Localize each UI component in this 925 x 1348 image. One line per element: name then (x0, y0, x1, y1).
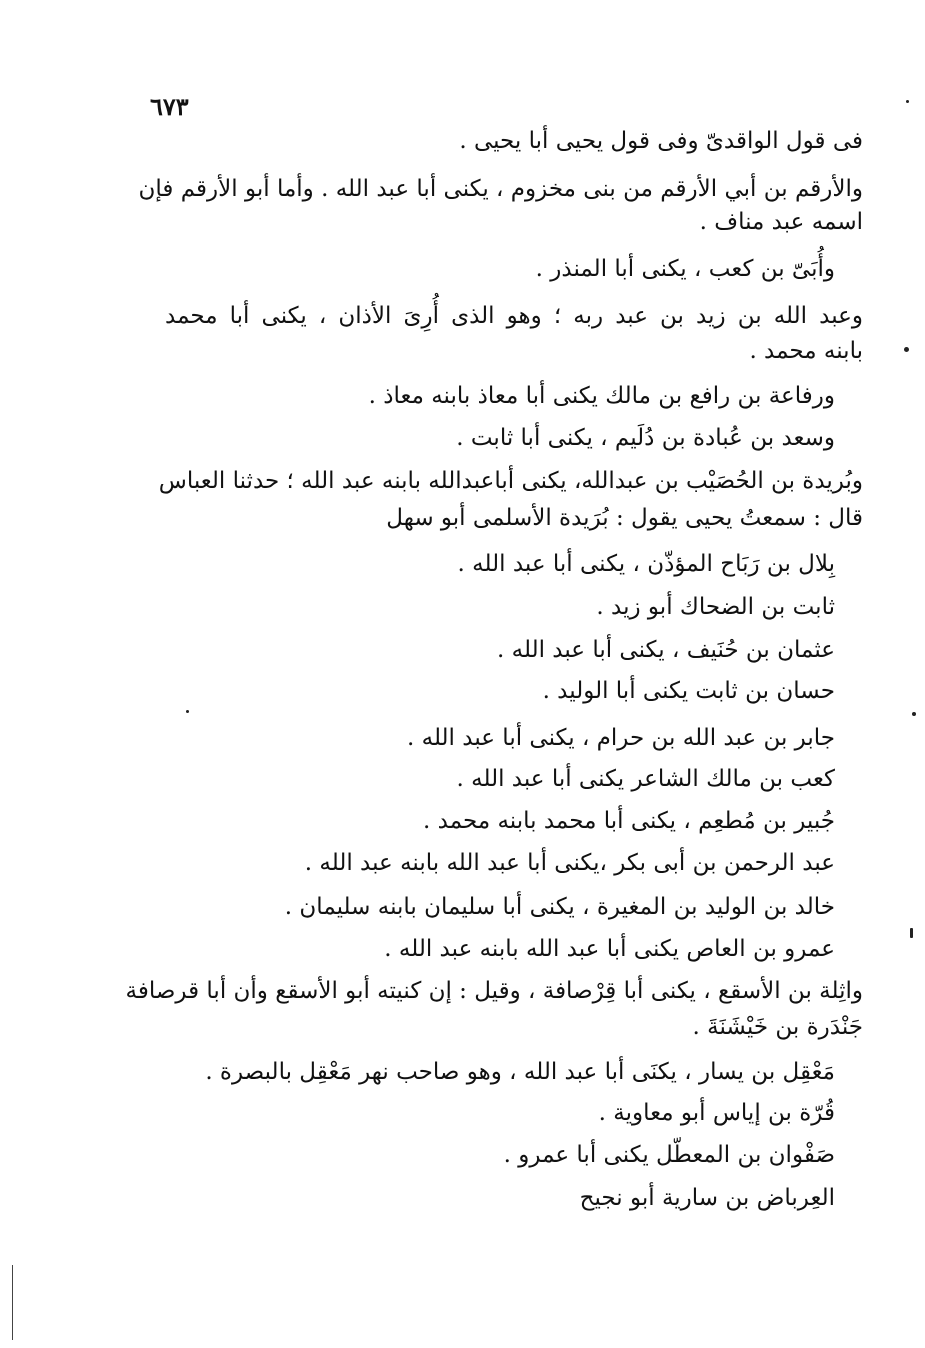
text-line: صَفْوان بن المعطّل يكنى أبا عمرو . (503, 1142, 835, 1168)
text-line: بِلال بن رَبَاح المؤذّن ، يكنى أبا عبد الله . (457, 551, 835, 577)
page-number: ٦٧٣ (150, 92, 189, 121)
text-line: خالد بن الوليد بن المغيرة ، يكنى أبا سليمان بابنه سليمان . (284, 894, 835, 920)
text-line: العِرباض بن سارية أبو نجيح (579, 1185, 835, 1211)
text-line: فى قول الواقدىّ وفى قول يحيى أبا يحيى . (459, 128, 863, 154)
text-line: وأُبَىّ بن كعب ، يكنى أبا المنذر . (535, 256, 835, 282)
text-line: جُبير بن مُطعِم ، يكنى أبا محمد بابنه محمد . (423, 808, 835, 834)
text-line: مَعْقِل بن يسار ، يكنَى أبا عبد الله ، وهو صاحب نهر مَعْقِل بالبصرة . (205, 1059, 835, 1085)
text-line: جابر بن عبد الله بن حرام ، يكنى أبا عبد الله . (406, 725, 835, 751)
text-line: عثمان بن حُنَيف ، يكنى أبا عبد الله . (497, 637, 835, 663)
text-line: ثابت بن الضحاك أبو زيد . (596, 594, 835, 620)
text-line: جَنْدَرة بن خَيْشَنَةَ . (692, 1014, 863, 1040)
page-edge-line (12, 1265, 13, 1340)
text-line: واثِلة بن الأسقع ، يكنى أبا قِرْصافة ، وقيل : إن كنيته أبو الأسقع وأن أبا قرصافة (125, 978, 863, 1004)
text-line: اسمه عبد مناف . (699, 209, 863, 235)
text-line: حسان بن ثابت يكنى أبا الوليد . (542, 678, 835, 704)
margin-mark (186, 710, 189, 713)
text-line: والأرقم بن أبي الأرقم من بنى مخزوم ، يكنى أبا عبد الله . وأما أبو الأرقم فإن (138, 176, 863, 202)
margin-mark (904, 347, 909, 352)
text-line: عبد الرحمن بن أبى بكر ،يكنى أبا عبد الله بابنه عبد الله . (304, 850, 835, 876)
text-line: قُرّة بن إياس أبو معاوية . (598, 1100, 835, 1126)
margin-mark (912, 712, 916, 716)
margin-mark (910, 928, 913, 938)
text-line: وسعد بن عُبادة بن دُلَيم ، يكنى أبا ثابت . (456, 425, 835, 451)
text-line: ورفاعة بن رافع بن مالك يكنى أبا معاذ بابنه معاذ . (368, 383, 835, 409)
margin-mark (906, 100, 909, 103)
text-line: عمرو بن العاص يكنى أبا عبد الله بابنه عبد الله . (384, 936, 835, 962)
text-line: بابنه محمد . (749, 338, 863, 364)
text-line: قال : سمعتُ يحيى يقول : بُرَيدة الأسلمى أبو سهل (386, 505, 863, 531)
text-line: وبُريدة بن الحُصَيْب بن عبدالله، يكنى أباعبدالله بابنه عبد الله ؛ حدثنا العباس (158, 468, 863, 494)
text-line: وعبد الله بن زيد بن عبد ربه ؛ وهو الذى أُرِىَ الأذان ، يكنى أبا محمد (165, 303, 863, 329)
text-line: كعب بن مالك الشاعر يكنى أبا عبد الله . (456, 766, 835, 792)
